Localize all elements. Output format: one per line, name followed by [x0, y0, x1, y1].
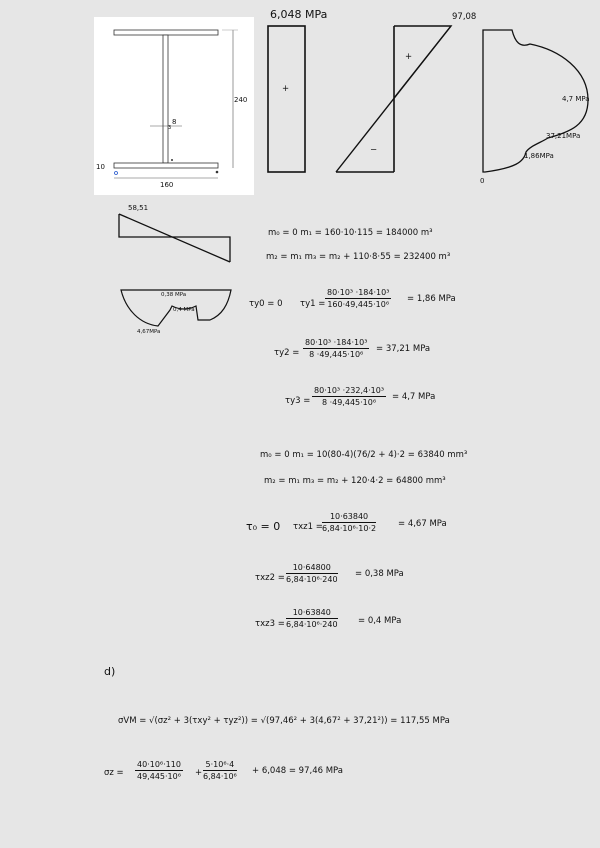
tau-y3-label: τy3 =	[285, 396, 311, 406]
shear-y-v0: 0	[480, 177, 485, 185]
tau-x3-den: 6,84·10⁶·240	[286, 620, 338, 629]
tau-y3-fraction	[312, 386, 386, 407]
tau-x2-fraction	[286, 563, 338, 584]
part-d-sz-f1-den: 49,445·10⁶	[137, 772, 181, 781]
moments-x-line1: m₀ = 0 m₁ = 10(80-4)(76/2 + 4)·2 = 63840 mm³	[260, 450, 468, 460]
tau-y2-result: = 37,21 MPa	[376, 344, 431, 354]
bending-plus-sign: +	[405, 52, 413, 62]
normal-stress-sign: +	[282, 84, 290, 94]
moments-y-line1: m₀ = 0 m₁ = 160·10·115 = 184000 m³	[268, 228, 433, 238]
shear-y-v2: 37,21MPa	[546, 132, 581, 140]
moments-x-line2: m₂ = m₁ m₃ = m₂ + 120·4·2 = 64800 mm³	[264, 476, 446, 486]
part-d-sz-plus: +	[195, 768, 203, 778]
tau-x2-label: τxz2 =	[255, 573, 285, 583]
part-d-sz-label: σz =	[104, 768, 124, 778]
shear-x-top: 58,51	[128, 204, 149, 212]
shear-y-v3: 1,86MPa	[524, 152, 554, 160]
shear-small-c: 4,67MPa	[137, 329, 161, 335]
part-d-sz-fraction1	[135, 760, 183, 781]
ibeam-height-label: 240	[234, 96, 248, 104]
tau-y1-result: = 1,86 MPa	[407, 294, 456, 304]
tau-x3-num: 10·63840	[286, 608, 338, 619]
tau-y1-fraction	[325, 288, 391, 309]
tau-x1-label: τxz1 =	[293, 522, 323, 532]
tau-y1-den: 160·49,445·10⁶	[327, 300, 390, 309]
ibeam-width-label: 160	[160, 181, 174, 189]
tau-x1-result: = 4,67 MPa	[398, 519, 447, 529]
tau-y3-result: = 4,7 MPa	[392, 392, 436, 402]
part-d-sz-f1-num: 40·10⁶·110	[137, 760, 181, 769]
tau-y3-den: 8 ·49,445·10⁶	[321, 398, 377, 407]
bending-minus-sign: −	[370, 145, 378, 155]
tau-x3-label: τxz3 =	[255, 619, 285, 629]
part-d-sz-fraction2	[203, 760, 237, 781]
ibeam-web-sub-label: 3	[168, 125, 172, 131]
tau-x3-result: = 0,4 MPa	[358, 616, 402, 626]
part-d-sz-f2-den: 6,84·10⁶	[203, 772, 237, 781]
part-d-sz-f2-num: 5·10⁶·4	[203, 760, 237, 771]
ibeam-web-label: 8	[172, 118, 177, 126]
tau-x2-result: = 0,38 MPa	[355, 569, 404, 579]
tau-x1-fraction	[322, 512, 376, 533]
tau-y2-num: 80·10³ ·184·10³	[305, 338, 368, 347]
ibeam-flange-label: 10	[96, 163, 105, 171]
tau-y1-label: τy1 =	[300, 299, 326, 309]
tau-x1-den: 6,84·10⁶·10·2	[322, 524, 377, 533]
tau-y3-num: 80·10³ ·232,4·10³	[314, 386, 385, 395]
normal-stress-value: 6,048 MPa	[270, 8, 328, 21]
tau-x1-num: 10·63840	[322, 512, 376, 523]
part-d-label: d)	[104, 665, 116, 678]
shear-y-v1: 4,7 MPa	[562, 95, 590, 103]
tau-y2-fraction	[303, 338, 369, 359]
shear-small-b: 0,4 MPa	[173, 307, 195, 313]
tau-y0: τy0 = 0	[249, 299, 283, 309]
part-d-sz-result: + 6,048 = 97,46 MPa	[252, 766, 344, 776]
bending-stress-value: 97,08	[452, 12, 477, 22]
tau-x2-num: 10·64800	[286, 563, 338, 574]
shear-small-a: 0,38 MPa	[161, 292, 187, 298]
tau-y1-num: 80·10³ ·184·10³	[327, 288, 390, 297]
part-d-von-mises: σVM = √(σz² + 3(τxy² + τyz²)) = √(97,46² + 3(4,67² + 37,21²)) = 117,55 MPa	[118, 716, 450, 726]
tau-y2-label: τy2 =	[274, 348, 300, 358]
tau-x3-fraction	[286, 608, 338, 629]
tau-y2-den: 8 ·49,445·10⁶	[309, 350, 364, 359]
tau-x0: τ₀ = 0	[246, 520, 281, 533]
moments-y-line2: m₂ = m₁ m₃ = m₂ + 110·8·55 = 232400 m³	[266, 252, 451, 262]
tau-x2-den: 6,84·10⁶·240	[286, 575, 338, 584]
